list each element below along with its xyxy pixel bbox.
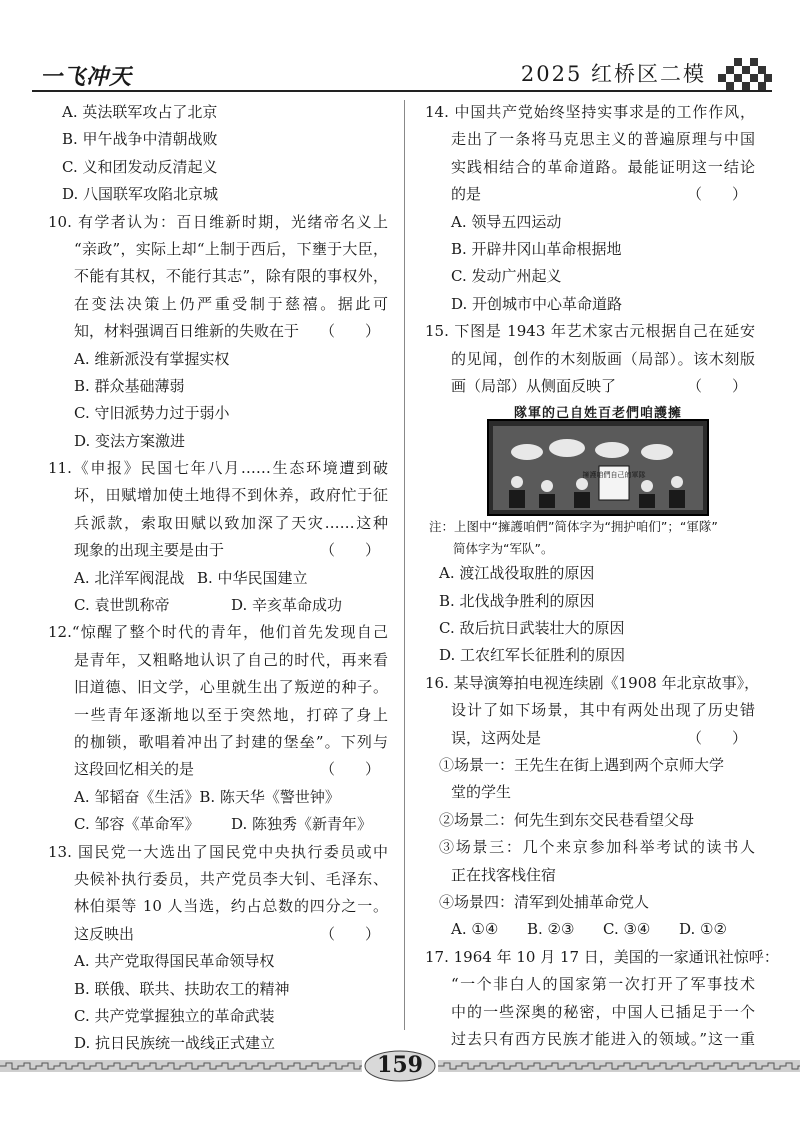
line-text: 13. 国民党一大选出了国民党中央执行委员或中 xyxy=(48,842,388,861)
line-text: B. 群众基础薄弱 xyxy=(74,376,185,395)
line-text: 10. 有学者认为：百日维新时期，光绪帝名义上 xyxy=(48,212,388,231)
line-text: 不能有其权，不能行其志”，除有限的事权外， xyxy=(74,267,388,286)
header-rule xyxy=(32,90,772,92)
checker-decoration-icon xyxy=(718,52,772,90)
text-line xyxy=(425,236,755,263)
text-line xyxy=(425,670,760,697)
text-line xyxy=(48,400,388,427)
text-line xyxy=(425,697,755,724)
text-line xyxy=(48,482,388,509)
text-line xyxy=(48,729,388,756)
figure-note-1: 注：上图中“擁護咱們”简体字为“拥护咱们”；“軍隊” xyxy=(429,519,718,535)
page-header xyxy=(32,58,772,92)
text-line xyxy=(48,428,388,455)
line-text: B. 开辟井冈山革命根据地 xyxy=(451,239,622,258)
text-line xyxy=(48,839,388,866)
line-text: 走出了一条将马克思主义的普遍原理与中国 xyxy=(451,130,755,149)
exam-title: 2025 红桥区二模 xyxy=(520,62,706,86)
text-line xyxy=(425,263,755,290)
q16-option-a: A. ①④ xyxy=(451,920,499,939)
text-line xyxy=(425,752,755,779)
line-text: 11.《申报》民国七年八月……生态环境遭到破 xyxy=(48,459,388,478)
text-line xyxy=(425,725,755,752)
q11-options-row2 xyxy=(48,592,388,619)
q11-options-row1 xyxy=(48,565,320,592)
answer-parenthesis: （ ） xyxy=(686,185,747,204)
line-text: C. 发动广州起义 xyxy=(451,267,562,286)
line-text: 误，这两处是 xyxy=(451,728,542,747)
text-line xyxy=(48,647,388,674)
answer-parenthesis: （ ） xyxy=(319,924,380,943)
text-line xyxy=(425,99,755,126)
line-text: C. 守旧派势力过于弱小 xyxy=(74,404,230,423)
line-text: ③场景三：几个来京参加科举考试的读书人 xyxy=(439,838,755,857)
q12-option-d: D. 陈独秀《新青年》 xyxy=(231,815,373,834)
line-text: B. 北伐战争胜利的原因 xyxy=(439,591,595,610)
text-line xyxy=(425,291,755,318)
line-text: 林伯渠等 10 人当选，约占总数的四分之一。 xyxy=(74,897,388,916)
line-text: “亲政”，实际上却“上制于西后，下壅于大臣， xyxy=(74,239,388,258)
text-line xyxy=(425,318,755,345)
line-text: 现象的出现主要是由于 xyxy=(74,541,225,560)
line-text: 堂的学生 xyxy=(451,783,512,802)
text-line xyxy=(425,807,755,834)
text-line xyxy=(48,921,388,948)
line-text: ④场景四：清军到处捕革命党人 xyxy=(439,892,650,911)
q16-options xyxy=(425,916,755,943)
line-text: 在变法决策上仍严重受制于慈禧。据此可 xyxy=(74,294,388,313)
text-line xyxy=(48,455,388,482)
text-line xyxy=(425,889,755,916)
answer-parenthesis: （ ） xyxy=(319,541,380,560)
text-line xyxy=(425,373,755,400)
line-text: 16. 某导演筹拍电视连续剧《1908 年北京故事》， xyxy=(425,673,760,692)
line-text: 15. 下图是 1943 年艺术家古元根据自己在延安 xyxy=(425,322,755,341)
q11-option-b: B. 中华民国建立 xyxy=(196,568,308,587)
brand-logo: 一飞冲天 xyxy=(40,65,133,90)
line-text: 设计了如下场景，其中有两处出现了历史错 xyxy=(451,701,755,720)
line-text: 这反映出 xyxy=(74,924,135,943)
q12-options-row2 xyxy=(48,811,388,838)
line-text: 17. 1964 年 10 月 17 日，美国的一家通讯社惊呼： xyxy=(425,947,779,966)
line-text: 12.“惊醒了整个时代的青年，他们首先发现自己 xyxy=(48,623,388,642)
text-line xyxy=(48,674,388,701)
line-text: ②场景二：何先生到东交民巷看望父母 xyxy=(439,810,695,829)
text-line xyxy=(425,999,755,1026)
q16-option-b: B. ②③ xyxy=(527,920,575,939)
answer-parenthesis: （ ） xyxy=(319,322,380,341)
text-line xyxy=(425,834,755,861)
line-text: A. 英法联军攻占了北京 xyxy=(62,103,218,121)
text-line xyxy=(48,537,388,564)
text-line xyxy=(48,893,388,920)
text-line xyxy=(48,976,388,1003)
right-column xyxy=(425,99,779,1053)
answer-parenthesis: （ ） xyxy=(686,376,747,395)
text-line xyxy=(48,318,388,345)
line-text: 14. 中国共产党始终坚持实事求是的工作作风， xyxy=(425,103,755,121)
line-text: C. 义和团发动反清起义 xyxy=(62,157,218,176)
footer-pattern-left-icon xyxy=(0,1060,362,1072)
line-text: 这段回忆相关的是 xyxy=(74,760,195,779)
woodcut-sign-text: 擁護咱們自己的軍隊 xyxy=(582,471,646,480)
q12-option-b: B. 陈天华《警世钟》 xyxy=(199,787,340,806)
text-line xyxy=(425,971,755,998)
text-line xyxy=(48,99,388,126)
line-text: 画（局部）从侧面反映了 xyxy=(451,376,617,395)
text-line xyxy=(48,373,388,400)
text-line xyxy=(425,642,755,669)
q12-options-row1 xyxy=(48,784,340,811)
q11-option-a: A. 北洋军阀混战 xyxy=(74,568,185,587)
answer-parenthesis: （ ） xyxy=(319,760,380,779)
line-text: A. 共产党取得国民革命领导权 xyxy=(74,952,275,971)
line-text: D. 开创城市中心革命道路 xyxy=(451,294,623,313)
line-text: 一些青年逐渐地以至于突然地，打碎了身上 xyxy=(74,705,388,724)
woodcut-figure xyxy=(487,404,709,516)
line-text: 正在找客栈住宿 xyxy=(451,865,557,884)
figure-note-2: 简体字为“军队”。 xyxy=(453,541,554,557)
line-text: 的见闻，创作的木刻版画（局部）。该木刻版 xyxy=(451,349,755,368)
line-text: 是青年，又粗略地认识了自己的时代，再来看 xyxy=(74,650,388,669)
text-line xyxy=(425,346,755,373)
text-line xyxy=(48,126,388,153)
text-line xyxy=(48,866,388,893)
footer-pattern-right-icon xyxy=(438,1060,800,1072)
text-line xyxy=(425,560,755,587)
text-line xyxy=(48,948,388,975)
q16-option-d: D. ①② xyxy=(679,920,727,939)
text-line xyxy=(48,291,388,318)
page-number: 159 xyxy=(377,1052,423,1078)
line-text: D. 工农红军长征胜利的原因 xyxy=(439,646,626,665)
line-text: 兵派款，索取田赋以致加深了天灾……这种 xyxy=(74,513,388,532)
text-line xyxy=(48,619,388,646)
q11-option-c: C. 袁世凯称帝 xyxy=(74,596,170,615)
column-divider xyxy=(404,100,405,1030)
text-line xyxy=(425,209,755,236)
line-text: 的是 xyxy=(451,185,482,204)
line-text: A. 渡江战役取胜的原因 xyxy=(439,564,595,583)
text-line xyxy=(48,346,388,373)
line-text: D. 抗日民族统一战线正式建立 xyxy=(74,1034,276,1053)
answer-parenthesis: （ ） xyxy=(686,728,747,747)
line-text: 实践相结合的革命道路。最能证明这一结论 xyxy=(451,157,755,176)
line-text: A. 领导五四运动 xyxy=(451,212,562,231)
page-footer xyxy=(0,1048,800,1088)
line-text: C. 共产党掌握独立的革命武装 xyxy=(74,1006,275,1025)
text-line xyxy=(425,615,755,642)
text-line xyxy=(48,181,388,208)
q11-option-d: D. 辛亥革命成功 xyxy=(231,596,343,615)
line-text: 央候补执行委员，共产党员李大钊、毛泽东、 xyxy=(74,869,388,888)
line-text: 坏，田赋增加使土地得不到休养，政府忙于征 xyxy=(74,486,388,505)
line-text: 知，材料强调百日维新的失败在于 xyxy=(74,322,300,341)
line-text: 过去只有西方民族才能进入的领域。”这一重 xyxy=(451,1029,755,1048)
line-text: B. 甲午战争中清朝战败 xyxy=(62,130,218,149)
line-text: D. 变法方案激进 xyxy=(74,431,186,450)
q16-option-c: C. ③④ xyxy=(603,920,651,939)
text-line xyxy=(48,263,388,290)
text-line xyxy=(425,862,755,889)
text-line xyxy=(425,154,755,181)
text-line xyxy=(48,236,388,263)
left-column xyxy=(48,99,388,1058)
text-line xyxy=(425,779,755,806)
text-line xyxy=(425,588,755,615)
woodcut-banner: 隊軍的己自姓百老們咱護擁 xyxy=(513,406,682,422)
text-line xyxy=(48,154,388,181)
text-line xyxy=(48,510,388,537)
line-text: ①场景一：王先生在街上遇到两个京师大学 xyxy=(439,756,725,775)
text-line xyxy=(48,1003,388,1030)
q12-option-c: C. 邹容《革命军》 xyxy=(74,815,200,834)
line-text: “一个非白人的国家第一次打开了军事技术 xyxy=(451,975,755,994)
line-text: D. 八国联军攻陷北京城 xyxy=(62,185,219,204)
line-text: A. 维新派没有掌握实权 xyxy=(74,349,230,368)
text-line xyxy=(425,181,755,208)
q12-option-a: A. 邹韬奋《生活》 xyxy=(74,787,200,806)
line-text: C. 敌后抗日武装壮大的原因 xyxy=(439,619,625,638)
text-line xyxy=(48,209,388,236)
text-line xyxy=(48,702,388,729)
text-line xyxy=(48,756,388,783)
line-text: 的枷锁，歌唱着冲出了封建的堡垒”。下列与 xyxy=(74,732,388,751)
text-line xyxy=(425,944,779,971)
line-text: 旧道德、旧文学，心里就生出了叛逆的种子。 xyxy=(74,678,388,697)
line-text: B. 联俄、联共、扶助农工的精神 xyxy=(74,979,290,998)
line-text: 中的一些深奥的秘密，中国人已插足于一个 xyxy=(451,1002,755,1021)
text-line xyxy=(425,126,755,153)
